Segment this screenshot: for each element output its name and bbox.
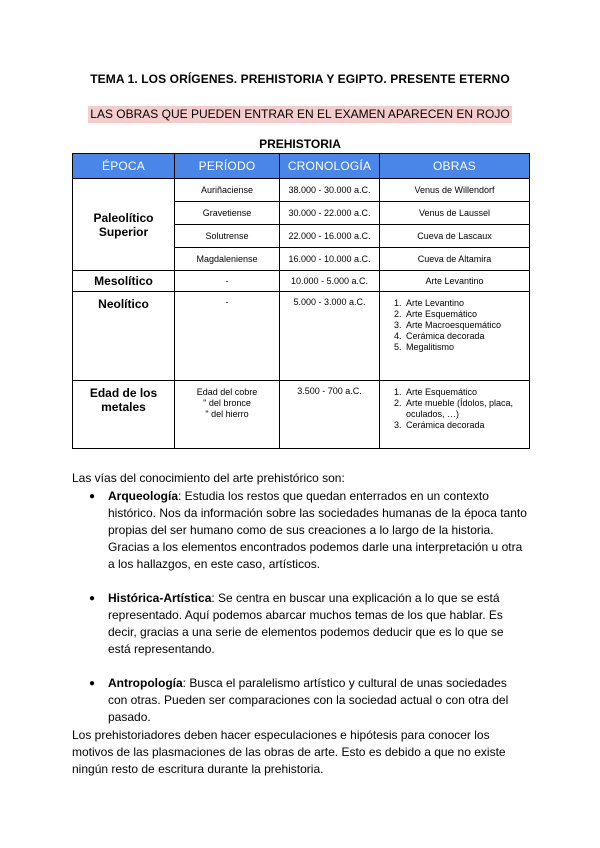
periodo-cell: Gravetiense bbox=[175, 202, 280, 225]
periodo-line: Edad del cobre bbox=[196, 387, 258, 397]
bullet-term: Arqueología bbox=[108, 489, 179, 503]
intro-paragraph: Las vías del conocimiento del arte prehistórico son: bbox=[72, 471, 345, 485]
periodo-cell: Auriñaciense bbox=[175, 179, 280, 202]
bullet-term: Antropología bbox=[108, 676, 183, 690]
cronologia-cell: 22.000 - 16.000 a.C. bbox=[280, 225, 380, 248]
section-title: PREHISTORIA bbox=[259, 137, 341, 151]
neolitico-obras-list bbox=[382, 298, 527, 353]
header-periodo: PERÍODO bbox=[175, 154, 280, 179]
cronologia-cell: 3.500 - 700 a.C. bbox=[280, 381, 380, 449]
page-title: TEMA 1. LOS ORÍGENES. PREHISTORIA Y EGIPTO. PRESENTE ETERNO bbox=[90, 72, 510, 86]
list-item-historica-artistica bbox=[72, 590, 527, 658]
obra-cell: Venus de Laussel bbox=[380, 202, 530, 225]
list-item: 3. Arte Macroesquemático bbox=[404, 320, 527, 331]
bullet-text: : Busca el paralelismo artístico y cultural de unas sociedades con otras. Pueden ser comparaciones con la sociedad actual o con otra del pasado. bbox=[108, 676, 509, 724]
cronologia-cell: 38.000 - 30.000 a.C. bbox=[280, 179, 380, 202]
bullet-icon: ● bbox=[89, 593, 96, 604]
bullet-icon: ● bbox=[89, 678, 96, 689]
list-item: 1. Arte Esquemático bbox=[404, 387, 527, 398]
bullet-icon: ● bbox=[89, 491, 96, 502]
table-header-row bbox=[73, 154, 530, 179]
list-item: 2. Arte Esquemático bbox=[404, 309, 527, 320]
metales-obras-list bbox=[382, 387, 527, 431]
epoca-mesolitico: Mesolítico bbox=[73, 271, 175, 292]
obra-cell: Arte Levantino bbox=[380, 271, 530, 292]
list-item-arqueologia bbox=[72, 488, 527, 573]
table-row bbox=[73, 179, 530, 202]
periodo-line: " del hierro bbox=[205, 409, 249, 419]
header-obras: OBRAS bbox=[380, 154, 530, 179]
epoca-paleolitico: Paleolítico Superior bbox=[73, 179, 175, 271]
closing-paragraph: Los prehistoriadores deben hacer especulaciones e hipótesis para conocer los motivos de las plasmaciones de las obras de arte. Esto es debido a que no existe ningún resto de escritura durante la prehistoria. bbox=[72, 728, 506, 776]
table-row bbox=[73, 381, 530, 449]
periodo-cell: - bbox=[175, 292, 280, 381]
bullet-list bbox=[72, 488, 527, 726]
list-item: 3. Cerámica decorada bbox=[404, 420, 527, 431]
obra-cell: Cueva de Lascaux bbox=[380, 225, 530, 248]
cronologia-cell: 16.000 - 10.000 a.C. bbox=[280, 248, 380, 271]
obra-cell: Venus de Willendorf bbox=[380, 179, 530, 202]
list-item: 1. Arte Levantino bbox=[404, 298, 527, 309]
table-row bbox=[73, 292, 530, 381]
periodo-cell: Magdaleniense bbox=[175, 248, 280, 271]
header-epoca: ÉPOCA bbox=[73, 154, 175, 179]
bullet-term: Histórica-Artística bbox=[108, 591, 212, 605]
prehistory-table bbox=[72, 153, 530, 449]
epoca-neolitico: Neolítico bbox=[73, 292, 175, 381]
list-item: 5. Megalitismo bbox=[404, 342, 527, 353]
cronologia-cell: 5.000 - 3.000 a.C. bbox=[280, 292, 380, 381]
obras-list-cell bbox=[380, 381, 530, 449]
header-cronologia: CRONOLOGÍA bbox=[280, 154, 380, 179]
cronologia-cell: 10.000 - 5.000 a.C. bbox=[280, 271, 380, 292]
periodo-cell: - bbox=[175, 271, 280, 292]
bullet-text: : Se centra en buscar una explicación a lo que se está representado. Aquí podemos abarcar muchos temas de los que hablar. Es decir, gracias a una serie de elementos podemos deducir que es lo que se está representando. bbox=[108, 591, 504, 656]
list-item-antropologia bbox=[72, 675, 527, 726]
list-item: 4. Cerámica decorada bbox=[404, 331, 527, 342]
periodo-cell: Solutrense bbox=[175, 225, 280, 248]
bullet-text: : Estudia los restos que quedan enterrados en un contexto histórico. Nos da información sobre las sociedades humanas de la época tanto propias del ser humano como de sus creaciones a lo largo de la historia. Gracias a los elementos encontrados podemos darle una interpretación u otra a los hallazgos, en este caso, artísticos. bbox=[108, 489, 527, 571]
epoca-metales: Edad de los metales bbox=[73, 381, 175, 449]
cronologia-cell: 30.000 - 22.000 a.C. bbox=[280, 202, 380, 225]
table-row bbox=[73, 271, 530, 292]
list-item: 2. Arte mueble (Ídolos, placa, oculados, …) bbox=[404, 398, 527, 420]
obra-cell: Cueva de Altamira bbox=[380, 248, 530, 271]
obras-list-cell bbox=[380, 292, 530, 381]
periodos-cell bbox=[175, 381, 280, 449]
exam-note-highlight: LAS OBRAS QUE PUEDEN ENTRAR EN EL EXAMEN APARECEN EN ROJO bbox=[88, 106, 512, 123]
periodo-line: " del bronce bbox=[203, 398, 251, 408]
